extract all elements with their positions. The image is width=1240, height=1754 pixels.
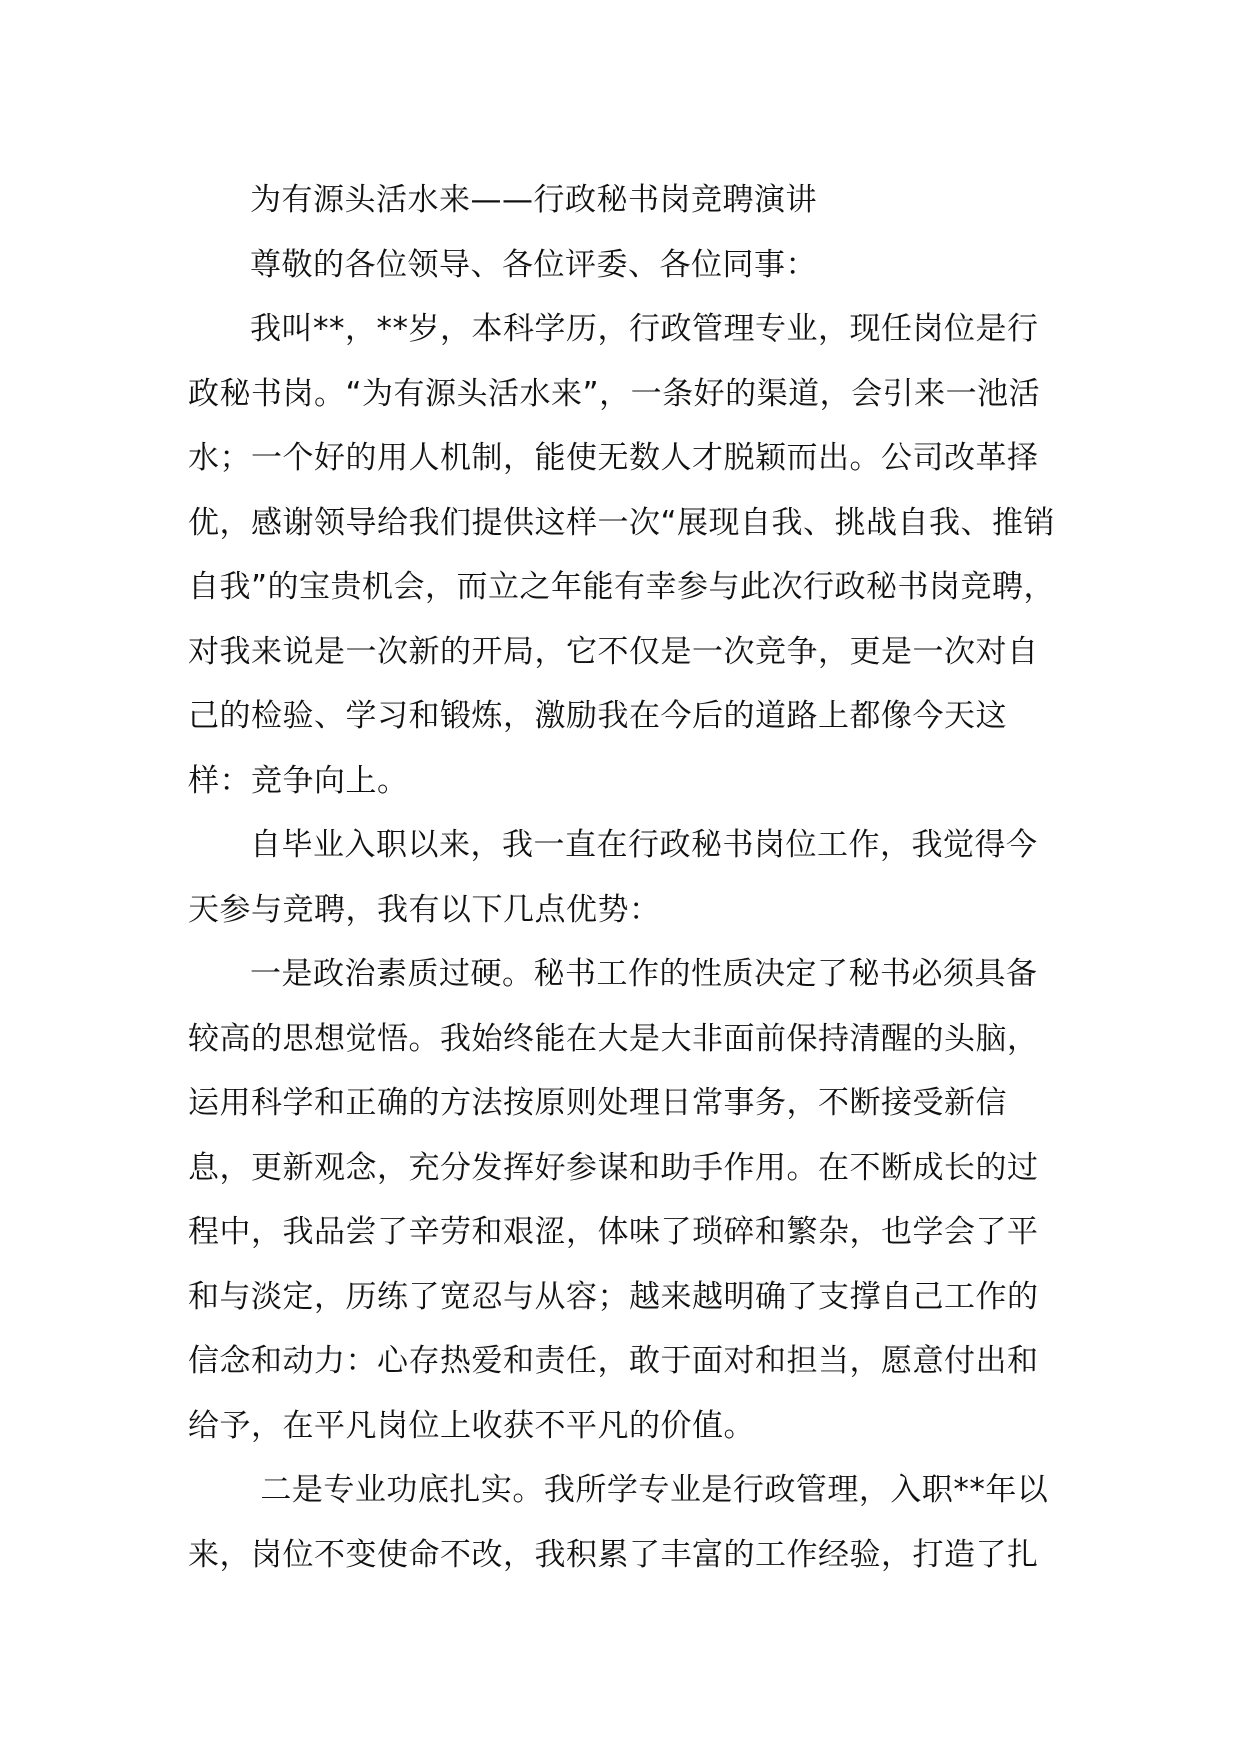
document-title: 为有源头活水来——行政秘书岗竞聘演讲 (250, 182, 817, 218)
paragraph-professional-skills: 二是专业功底扎实。我所学专业是行政管理，入职**年以来，岗位不变使命不改，我积累了丰富的工作经验，打造了扎 (188, 1472, 1049, 1573)
paragraph-introduction: 我叫**，**岁，本科学历，行政管理专业，现任岗位是行政秘书岗。“为有源头活水来”，一条好的渠道，会引来一池活水；一个好的用人机制，能使无数人才脱颖而出。公司改革择优，感谢领导给我们提供这样一次“展现自我、挑战自我、推销自我”的宝贵机会，而立之年能有幸参与此次行政秘书岗竞聘，对我来说是一次新的开局，它不仅是一次竞争，更是一次对自己的检验、学习和锻炼，激励我在今后的道路上都像今天这样：竞争向上。 (188, 311, 1056, 799)
paragraph-advantages-intro: 自毕业入职以来，我一直在行政秘书岗位工作，我觉得今天参与竞聘，我有以下几点优势： (188, 827, 1038, 928)
salutation: 尊敬的各位领导、各位评委、各位同事： (250, 246, 817, 283)
paragraph-political-quality: 一是政治素质过硬。秘书工作的性质决定了秘书必须具备较高的思想觉悟。我始终能在大是大非面前保持清醒的头脑，运用科学和正确的方法按原则处理日常事务，不断接受新信息，更新观念，充分发挥好参谋和助手作用。在不断成长的过程中，我品尝了辛劳和艰涩，体味了琐碎和繁杂，也学会了平和与淡定，历练了宽忍与从容；越来越明确了支撑自己工作的信念和动力：心存热爱和责任，敢于面对和担当，愿意付出和给予，在平凡岗位上收获不平凡的价值。 (188, 956, 1039, 1444)
document-body (188, 168, 1064, 1587)
